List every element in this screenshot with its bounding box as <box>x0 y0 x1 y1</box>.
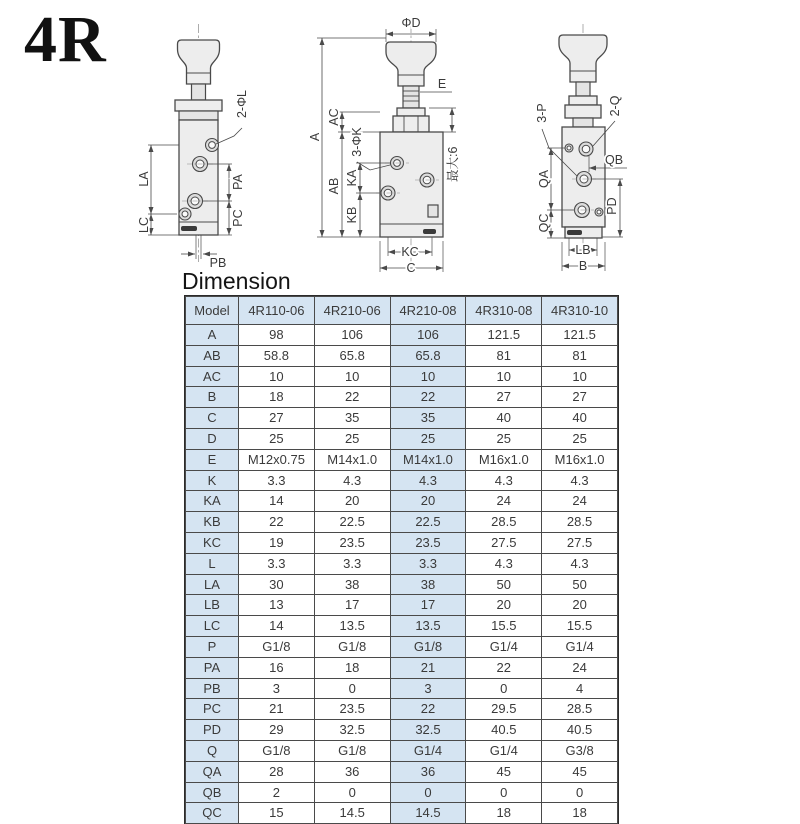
row-label: KB <box>186 512 239 533</box>
dimension-cell: 22.5 <box>390 512 466 533</box>
port-count-label: 3-ΦK <box>350 127 364 157</box>
dimension-cell: 10 <box>390 366 466 387</box>
dimension-cell: 40 <box>542 408 618 429</box>
row-label: D <box>186 428 239 449</box>
dimension-cell: 81 <box>466 345 542 366</box>
dimension-cell: G1/8 <box>390 636 466 657</box>
dimension-cell: 23.5 <box>314 532 390 553</box>
dim-label-ab: AB <box>327 177 341 195</box>
dim-label-pb: PB <box>209 256 227 270</box>
row-label: E <box>186 449 239 470</box>
dimension-cell: 0 <box>466 782 542 803</box>
model-header-4R310-08: 4R310-08 <box>466 297 542 325</box>
valve-handle <box>386 42 436 86</box>
valve-body <box>380 132 443 237</box>
dimension-cell: 3.3 <box>390 553 466 574</box>
table-row <box>186 470 618 491</box>
dimension-cell: 4.3 <box>542 470 618 491</box>
table-row <box>186 345 618 366</box>
dimension-cell: 18 <box>314 657 390 678</box>
model-header-4R110-06: 4R110-06 <box>239 297 315 325</box>
dimension-cell: M14x1.0 <box>314 449 390 470</box>
collar-neck <box>573 118 593 127</box>
collar-ring <box>179 111 218 120</box>
dimension-cell: 14.5 <box>314 803 390 824</box>
dim-label-a: A <box>308 132 322 142</box>
dimension-cell: 0 <box>390 782 466 803</box>
dimension-cell: 16 <box>239 657 315 678</box>
dimension-cell: 3 <box>390 678 466 699</box>
dimension-cell: 3.3 <box>239 553 315 574</box>
dimension-cell: 22.5 <box>314 512 390 533</box>
hex-nut <box>393 116 429 132</box>
dimension-cell: 38 <box>314 574 390 595</box>
table-row <box>186 449 618 470</box>
dimension-cell: G1/4 <box>390 740 466 761</box>
dimension-cell: 19 <box>239 532 315 553</box>
model-header-4R210-08: 4R210-08 <box>390 297 466 325</box>
dimension-cell: 40.5 <box>542 720 618 741</box>
dimension-cell: 18 <box>239 387 315 408</box>
dim-label-kb: KB <box>345 206 359 224</box>
dimension-cell: G1/4 <box>466 636 542 657</box>
dimension-cell: 50 <box>466 574 542 595</box>
row-label: PA <box>186 657 239 678</box>
row-label: QC <box>186 803 239 824</box>
valve-handle <box>178 40 220 84</box>
collar-ring <box>569 96 597 105</box>
dimension-cell: 18 <box>542 803 618 824</box>
dimension-cell: 22 <box>390 699 466 720</box>
dimension-cell: 23.5 <box>390 532 466 553</box>
dimension-cell: 15 <box>239 803 315 824</box>
dimension-cell: 14 <box>239 616 315 637</box>
table-row <box>186 325 618 346</box>
row-label: AC <box>186 366 239 387</box>
valve-handle <box>559 35 607 82</box>
dimension-cell: 21 <box>390 657 466 678</box>
dimension-cell: 29 <box>239 720 315 741</box>
dimension-cell: 98 <box>239 325 315 346</box>
dimension-cell: 10 <box>314 366 390 387</box>
dim-label-c: C <box>406 261 416 275</box>
table-row <box>186 636 618 657</box>
dimension-cell: 4.3 <box>466 553 542 574</box>
dim-label-pd: PD <box>605 197 619 215</box>
model-column-header: Model <box>186 297 239 325</box>
collar-ring <box>565 105 601 118</box>
dimension-cell: 4.3 <box>466 470 542 491</box>
dimension-heading: Dimension <box>182 268 291 294</box>
row-label: Q <box>186 740 239 761</box>
dim-label-pc: PC <box>231 209 245 227</box>
dimension-cell: 20 <box>542 595 618 616</box>
row-label: B <box>186 387 239 408</box>
dimension-cell: 15.5 <box>542 616 618 637</box>
dimension-cell: 18 <box>466 803 542 824</box>
dimension-cell: G3/8 <box>542 740 618 761</box>
dim-label-kc: KC <box>401 245 419 259</box>
dimension-cell: M16x1.0 <box>466 449 542 470</box>
dimension-cell: 106 <box>314 325 390 346</box>
dimension-cell: 0 <box>314 678 390 699</box>
dimension-cell: 21 <box>239 699 315 720</box>
dimension-cell: 22 <box>314 387 390 408</box>
dimension-table <box>185 296 618 824</box>
table-row <box>186 532 618 553</box>
dimension-cell: 2 <box>239 782 315 803</box>
dimension-cell: 28.5 <box>542 512 618 533</box>
dimension-cell: 24 <box>542 657 618 678</box>
dimension-cell: G1/8 <box>239 740 315 761</box>
dim-label-qc: QC <box>537 213 551 233</box>
dimension-cell: 25 <box>314 428 390 449</box>
table-row <box>186 699 618 720</box>
table-row <box>186 512 618 533</box>
port-count-label: 2-ΦL <box>235 89 249 119</box>
dimension-cell: 10 <box>239 366 315 387</box>
dimension-cell: 20 <box>314 491 390 512</box>
row-label: C <box>186 408 239 429</box>
dimension-cell: 4.3 <box>314 470 390 491</box>
collar-ring <box>397 108 425 116</box>
dimension-cell: 81 <box>542 345 618 366</box>
dimension-cell: 23.5 <box>314 699 390 720</box>
dimension-cell: 32.5 <box>390 720 466 741</box>
dimension-cell: G1/4 <box>466 740 542 761</box>
dim-label-e: E <box>437 77 447 91</box>
dimension-cell: 38 <box>390 574 466 595</box>
valve-stem <box>192 84 206 100</box>
dimension-cell: 27.5 <box>466 532 542 553</box>
port-count-label: 2-Q <box>608 95 622 117</box>
dimension-cell: 28.5 <box>542 699 618 720</box>
dimension-cell: 36 <box>390 761 466 782</box>
dim-label-lb: LB <box>575 243 591 257</box>
dimension-cell: 17 <box>390 595 466 616</box>
dimension-cell: 0 <box>314 782 390 803</box>
dim-label-pa: PA <box>231 174 245 190</box>
table-row <box>186 387 618 408</box>
dimension-cell: 30 <box>239 574 315 595</box>
table-row <box>186 761 618 782</box>
dim-label-ac: AC <box>327 108 341 126</box>
dimension-cell: 27 <box>466 387 542 408</box>
dimension-cell: 14 <box>239 491 315 512</box>
dim-label-qb: QB <box>604 153 624 167</box>
dimension-cell: 20 <box>390 491 466 512</box>
dim-label-dia-d: ΦD <box>401 16 421 30</box>
dimension-cell: 25 <box>390 428 466 449</box>
dimension-cell: 28 <box>239 761 315 782</box>
dimension-cell: 22 <box>239 512 315 533</box>
valve-side-view-left-drawing <box>135 16 270 268</box>
dimension-cell: G1/8 <box>239 636 315 657</box>
max-stroke-note: 最大:6 <box>446 146 460 182</box>
dimension-cell: 13.5 <box>314 616 390 637</box>
row-label: A <box>186 325 239 346</box>
dimension-cell: 24 <box>466 491 542 512</box>
dimension-cell: G1/4 <box>542 636 618 657</box>
dim-label-b: B <box>578 259 588 273</box>
valve-stem <box>576 82 590 96</box>
table-row <box>186 740 618 761</box>
table-header-row <box>186 297 618 325</box>
port-count-label: 3-P <box>535 103 549 123</box>
dimension-cell: M14x1.0 <box>390 449 466 470</box>
dimension-cell: 58.8 <box>239 345 315 366</box>
dimension-cell: 4.3 <box>390 470 466 491</box>
row-label: PD <box>186 720 239 741</box>
dimension-cell: 20 <box>466 595 542 616</box>
model-header-4R210-06: 4R210-06 <box>314 297 390 325</box>
row-label: L <box>186 553 239 574</box>
mounting-slot <box>423 229 436 234</box>
table-row <box>186 616 618 637</box>
series-logo: 4R <box>24 3 107 76</box>
dimension-cell: 22 <box>390 387 466 408</box>
dimension-cell: 35 <box>314 408 390 429</box>
dimension-table-body <box>186 325 618 824</box>
table-row <box>186 553 618 574</box>
dimension-cell: 32.5 <box>314 720 390 741</box>
table-row <box>186 803 618 824</box>
row-label: LA <box>186 574 239 595</box>
threaded-stem <box>403 86 419 108</box>
dimension-cell: 10 <box>542 366 618 387</box>
dimension-cell: G1/8 <box>314 740 390 761</box>
row-label: KC <box>186 532 239 553</box>
dim-label-qa: QA <box>537 169 551 189</box>
row-label: AB <box>186 345 239 366</box>
dimension-cell: 25 <box>239 428 315 449</box>
row-label: LB <box>186 595 239 616</box>
dimension-cell: 35 <box>390 408 466 429</box>
dimension-cell: 3 <box>239 678 315 699</box>
valve-front-view-drawing <box>300 14 468 276</box>
dimension-cell: 106 <box>390 325 466 346</box>
table-row <box>186 678 618 699</box>
dimension-cell: 25 <box>466 428 542 449</box>
collar-ring <box>175 100 222 111</box>
table-row <box>186 491 618 512</box>
dimension-cell: 4 <box>542 678 618 699</box>
dimension-cell: G1/8 <box>314 636 390 657</box>
row-label: K <box>186 470 239 491</box>
row-label: QA <box>186 761 239 782</box>
dimension-cell: M16x1.0 <box>542 449 618 470</box>
row-label: KA <box>186 491 239 512</box>
dimension-cell: 3.3 <box>239 470 315 491</box>
row-label: PB <box>186 678 239 699</box>
table-row <box>186 657 618 678</box>
dimension-cell: 65.8 <box>314 345 390 366</box>
dimension-cell: 0 <box>542 782 618 803</box>
table-row <box>186 782 618 803</box>
row-label: LC <box>186 616 239 637</box>
table-row <box>186 574 618 595</box>
dimension-cell: 121.5 <box>466 325 542 346</box>
row-label: PC <box>186 699 239 720</box>
row-label: P <box>186 636 239 657</box>
dimension-cell: 45 <box>542 761 618 782</box>
table-row <box>186 720 618 741</box>
dimension-cell: 28.5 <box>466 512 542 533</box>
dim-label-lc: LC <box>137 217 151 233</box>
dimension-cell: 36 <box>314 761 390 782</box>
dimension-cell: 4.3 <box>542 553 618 574</box>
dimension-cell: 40 <box>466 408 542 429</box>
dimension-cell: 13 <box>239 595 315 616</box>
dimension-cell: 24 <box>542 491 618 512</box>
dimension-cell: 14.5 <box>390 803 466 824</box>
valve-side-view-right-drawing <box>525 16 675 274</box>
dimension-cell: 0 <box>466 678 542 699</box>
table-row <box>186 428 618 449</box>
dim-label-la: LA <box>137 171 151 187</box>
model-header-4R310-10: 4R310-10 <box>542 297 618 325</box>
dimension-cell: 27.5 <box>542 532 618 553</box>
table-row <box>186 595 618 616</box>
row-label: QB <box>186 782 239 803</box>
table-row <box>186 408 618 429</box>
dimension-cell: 50 <box>542 574 618 595</box>
dimension-cell: 29.5 <box>466 699 542 720</box>
mounting-slot <box>181 226 197 231</box>
dimension-cell: 17 <box>314 595 390 616</box>
dim-label-ka: KA <box>345 169 359 187</box>
dimension-cell: 25 <box>542 428 618 449</box>
mounting-slot <box>567 230 582 235</box>
dimension-cell: 27 <box>542 387 618 408</box>
dimension-cell: 45 <box>466 761 542 782</box>
dimension-cell: 40.5 <box>466 720 542 741</box>
dimension-cell: 13.5 <box>390 616 466 637</box>
dimension-cell: 10 <box>466 366 542 387</box>
dimension-cell: M12x0.75 <box>239 449 315 470</box>
dimension-cell: 65.8 <box>390 345 466 366</box>
table-row <box>186 366 618 387</box>
dimension-cell: 3.3 <box>314 553 390 574</box>
dimension-cell: 15.5 <box>466 616 542 637</box>
dimension-cell: 27 <box>239 408 315 429</box>
dimension-cell: 22 <box>466 657 542 678</box>
dimension-cell: 121.5 <box>542 325 618 346</box>
